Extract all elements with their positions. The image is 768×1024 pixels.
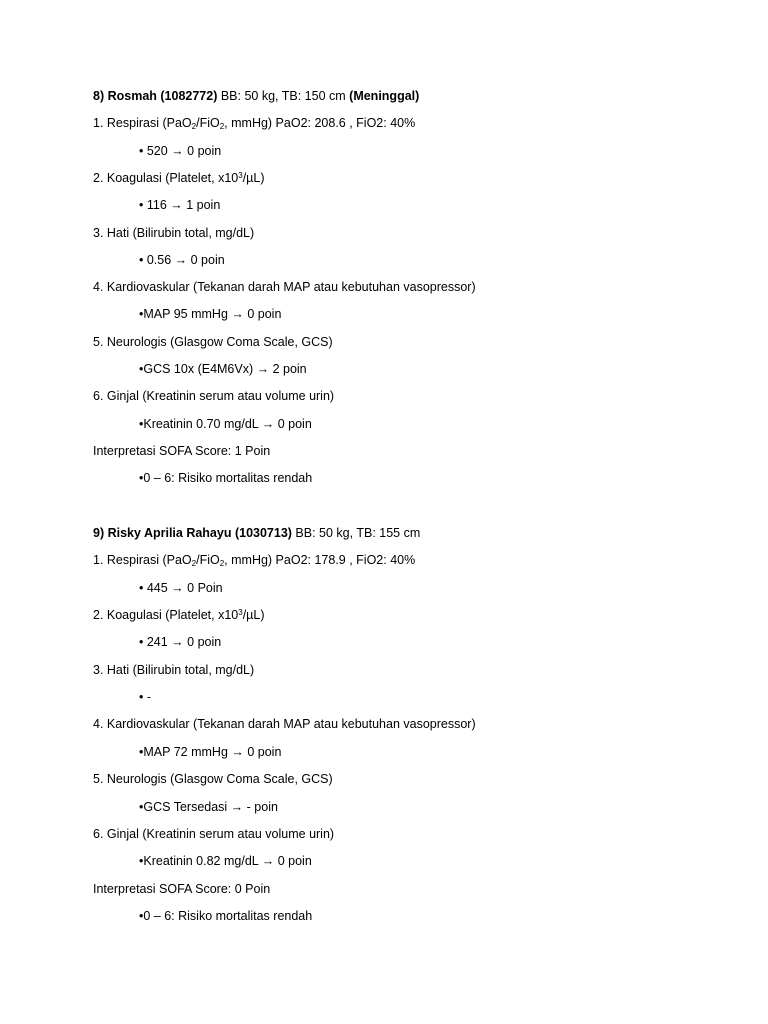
koagulasi-sup: 3 (238, 171, 243, 180)
ginjal-value: •Kreatinin 0.82 mg/dL → 0 poin (139, 854, 312, 868)
koagulasi-value: • 116 → 1 poin (139, 198, 221, 212)
ginjal-label: 6. Ginjal (Kreatinin serum atau volume urin) (93, 827, 335, 841)
respirasi-value: • 445 → 0 Poin (139, 581, 223, 595)
interpretasi-value: •0 – 6: Risiko mortalitas rendah (139, 909, 313, 923)
hati-value: • 0.56 → 0 poin (139, 253, 225, 267)
respirasi-sub1: 2 (191, 122, 197, 131)
patient-stats: BB: 50 kg, TB: 150 cm (217, 89, 350, 103)
kardiovaskular-value: •MAP 95 mmHg → 0 poin (139, 307, 282, 321)
koagulasi-label (93, 607, 264, 623)
kardiovaskular-label: 4. Kardiovaskular (Tekanan darah MAP atau kebutuhan vasopressor) (93, 717, 476, 731)
respirasi-prefix: 1. Respirasi (PaO (93, 116, 192, 130)
respirasi-mid: /FiO (196, 553, 220, 567)
respirasi-label (93, 552, 415, 568)
neurologis-value: •GCS 10x (E4M6Vx) → 2 poin (139, 362, 307, 376)
respirasi-sub2: 2 (219, 559, 225, 568)
kardiovaskular-value: •MAP 72 mmHg → 0 poin (139, 745, 282, 759)
neurologis-value: •GCS Tersedasi → - poin (139, 800, 278, 814)
respirasi-value: • 520 → 0 poin (139, 144, 222, 158)
respirasi-suffix: , mmHg) PaO2: 178.9 , FiO2: 40% (224, 553, 416, 567)
koagulasi-value: • 241 → 0 poin (139, 635, 222, 649)
respirasi-sub1: 2 (191, 559, 197, 568)
koagulasi-suffix: /µL) (242, 171, 265, 185)
koagulasi-prefix: 2. Koagulasi (Platelet, x10 (93, 608, 239, 622)
hati-value: • - (139, 690, 152, 704)
kardiovaskular-label: 4. Kardiovaskular (Tekanan darah MAP atau kebutuhan vasopressor) (93, 280, 476, 294)
respirasi-suffix: , mmHg) PaO2: 208.6 , FiO2: 40% (224, 116, 416, 130)
respirasi-sub2: 2 (219, 122, 225, 131)
patient-name-id: 9) Risky Aprilia Rahayu (1030713) (93, 526, 292, 540)
neurologis-label: 5. Neurologis (Glasgow Coma Scale, GCS) (93, 335, 333, 349)
patient-name-id: 8) Rosmah (1082772) (93, 89, 218, 103)
respirasi-label (93, 115, 415, 131)
interpretasi-label: Interpretasi SOFA Score: 0 Poin (93, 882, 271, 896)
patient-stats: BB: 50 kg, TB: 155 cm (291, 526, 421, 540)
patient-status: (Meninggal) (349, 89, 420, 103)
interpretasi-label: Interpretasi SOFA Score: 1 Poin (93, 444, 271, 458)
hati-label: 3. Hati (Bilirubin total, mg/dL) (93, 663, 255, 677)
hati-label: 3. Hati (Bilirubin total, mg/dL) (93, 226, 255, 240)
interpretasi-value: •0 – 6: Risiko mortalitas rendah (139, 471, 313, 485)
ginjal-value: •Kreatinin 0.70 mg/dL → 0 poin (139, 417, 312, 431)
respirasi-prefix: 1. Respirasi (PaO (93, 553, 192, 567)
ginjal-label: 6. Ginjal (Kreatinin serum atau volume urin) (93, 389, 335, 403)
patient-header (93, 88, 419, 104)
koagulasi-prefix: 2. Koagulasi (Platelet, x10 (93, 171, 239, 185)
koagulasi-sup: 3 (238, 608, 243, 617)
neurologis-label: 5. Neurologis (Glasgow Coma Scale, GCS) (93, 772, 333, 786)
koagulasi-label (93, 170, 264, 186)
patient-header (93, 525, 420, 541)
koagulasi-suffix: /µL) (242, 608, 265, 622)
respirasi-mid: /FiO (196, 116, 220, 130)
